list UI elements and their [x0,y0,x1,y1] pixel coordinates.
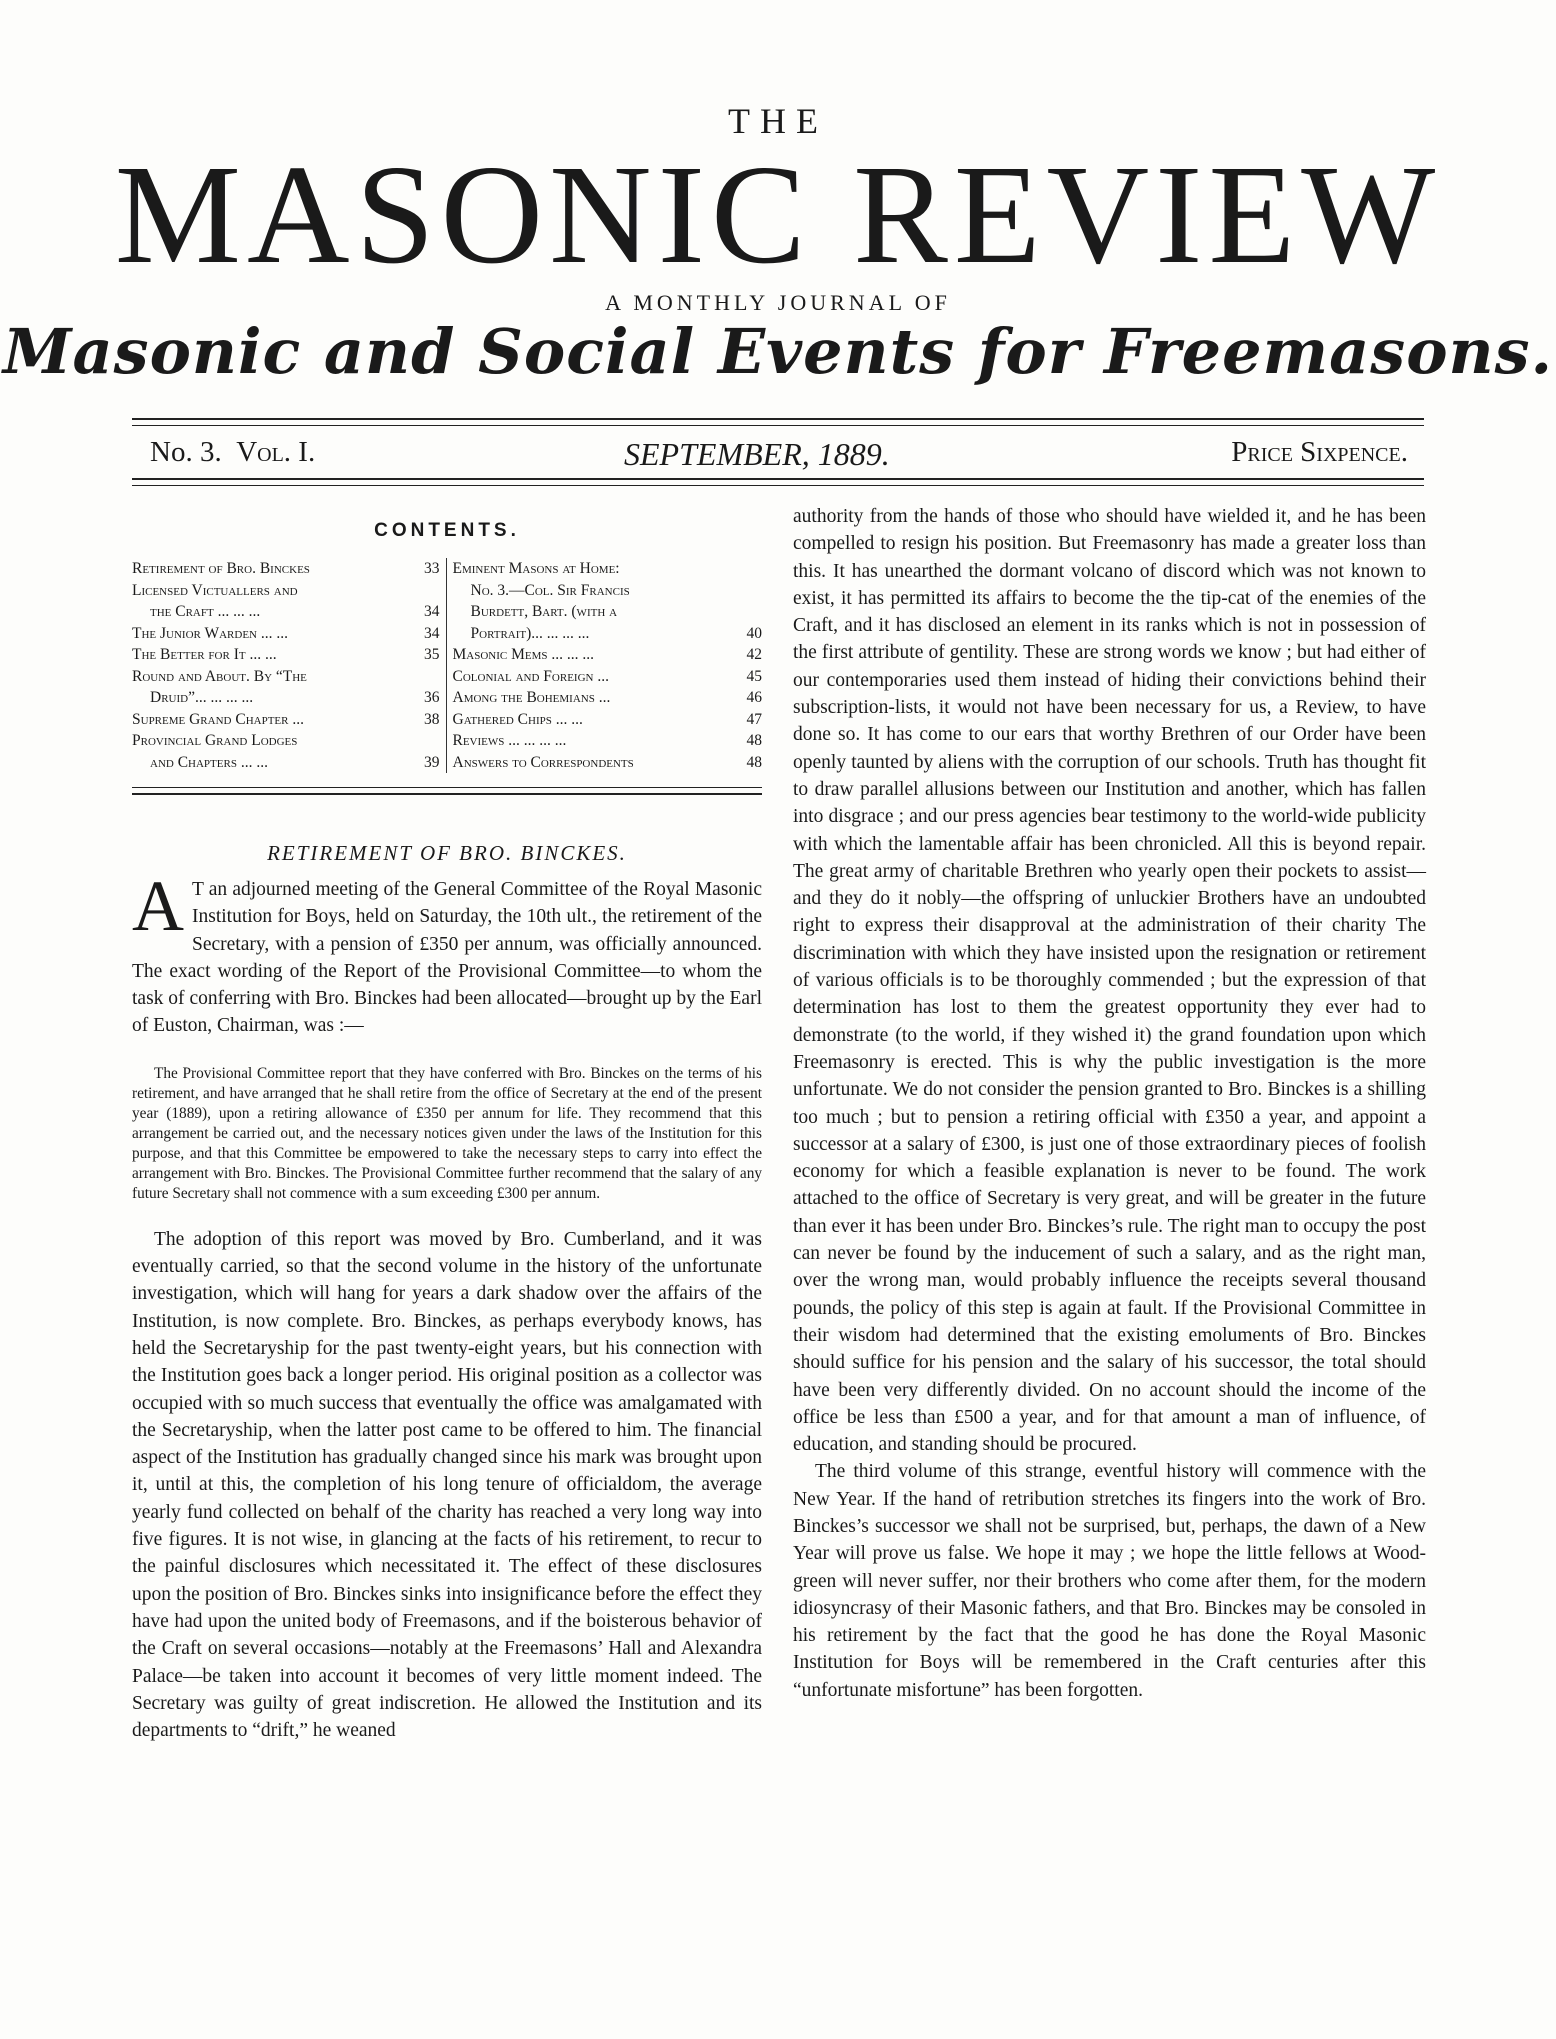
masthead-the: THE [728,101,828,141]
drop-cap: A [132,866,184,946]
toc-entry [453,623,763,645]
issue-bar [150,436,1408,476]
article-paragraph: The third volume of this strange, eventful history will commence with the New Year. If the hand of retribution stretches its fingers into the work of Bro. Binckes’s successor we shall not be surprised, but, perhaps, the dawn of a New Year will prove us false. We hope it may ; we hope the little fellows at Wood-green will never suffer, nor their brothers who come after them, for the modern idiosyncrasy of their Masonic fathers, and that Bro. Binckes may be consoled in his retirement by the fact that the good he has done the Royal Masonic Institution for Boys will be remembered in the Craft centuries after this “unfortunate misfortune” has been forgotten. [793,1461,1426,1701]
toc-entry-title: the Craft ... ... ... [150,603,261,620]
toc-entry [453,730,763,752]
toc-left-column [132,558,446,773]
toc-entry [453,752,763,774]
toc-entry-page: 42 [746,646,762,663]
toc-entry-title: Round and About. By “The [132,667,307,685]
contents-title: CONTENTS. [374,520,520,541]
toc-entry-title: The Junior Warden ... ... [132,624,288,642]
toc-entry-title: Masonic Mems ... ... ... [452,646,595,663]
toc-entry-page: 33 [424,560,440,577]
masthead-tagline: Masonic and Social Events for Freemasons. [2,315,1554,388]
table-of-contents [132,558,762,773]
toc-entry [132,644,440,666]
issue-number-volume [150,436,315,469]
masthead-title: MASONIC REVIEW [114,135,1442,293]
toc-entry-page: 48 [746,732,762,749]
toc-entry [453,709,763,731]
toc-entry [132,752,440,774]
right-column [793,503,1426,1704]
toc-entry-title: Among the Bohemians ... [452,689,611,706]
article-paragraph [132,866,762,1040]
toc-entry-page: 36 [424,689,440,706]
toc-entry-page: 35 [424,646,440,663]
toc-entry-title: Provincial Grand Lodges [132,732,298,749]
article-para1-text: T an adjourned meeting of the General Committee of the Royal Masonic Institution for Boys, held on Saturday, the 10th ult., the retirement of the Secretary, with a pension of £350 per annum, was officially announced. The exact wording of the Report of the Provisional Committee—to whom the task of conferring with Bro. Binckes had been allocated—brought up by the Earl of Euston, Chairman, was :— [132,879,762,1037]
toc-entry [132,580,440,602]
article-paragraph: authority from the hands of those who should have wielded it, and he has been compelled to resign his position. But Freemasonry has made a greater loss than this. It has unearthed the dormant volcano of discord which was not known to exist, it has permitted its affairs to become the the tip-cat of the enemies of the Craft, and it has disclosed an element in its ranks which is not in possession of the first attribute of gentility. These are strong words we know ; but had either of our contemporaries used them instead of hiding their convictions behind their subscription-lists, it would not have been necessary for us, a Review, to have done so. It has come to our ears that worthy Brethren of our Order have been openly taunted by aliens with the corruption of our schools. Truth has thought fit to draw parallel allusions between our Institution and another, which has fallen into disgrace ; and our press agencies bear testimony to the world-wide publicity with which the lamentable affair has been chronicled. All this is beyond repair. The great army of charitable Brethren who yearly open their pockets to assist—and they do it nobly—the offspring of unluckier Brothers have an undoubted right to express their disapproval at the administration of their charity The discrimination with which they have insisted upon the resignation or retirement of various officials is to be thoroughly commended ; but the expression of that determination has lost to them the greatest opportunity they ever had to demonstrate (to the world, if they wished it) the grand foundation upon which Freemasonry is erected. This is why the public investigation is the more unfortunate. We do not consider the pension granted to Bro. Binckes is a shilling too much ; but to pension a retiring official with £350 a year, and appoint a successor at a salary of £300, is just one of those extraordinary pieces of foolish economy for which a feasible explanation is never to be found. The work attached to the office of Secretary is very great, and will be greater in the future than ever it has been under Bro. Binckes’s rule. The right man to occupy the post can never be found by the inducement of such a salary, and as the right man, over the wrong man, would probably influence the receipts several thousand pounds, the policy of this step is again at fault. If the Provisional Committee in their wisdom had determined that the existing emoluments of Bro. Binckes should suffice for his pension and the salary of his successor, the total should have been very differently divided. On no account should the income of the office be less than £500 a year, and for that amount a man of influence, of education, and standing should be procured. [793,506,1426,1456]
toc-entry-title: Colonial and Foreign ... [452,667,609,685]
toc-entry-title: Gathered Chips ... ... [452,710,583,728]
toc-entry-title: Licensed Victuallers and [132,581,298,599]
toc-entry [132,558,440,580]
toc-entry-page: 38 [424,710,440,728]
toc-entry-page: 48 [746,753,762,771]
toc-entry [453,644,763,666]
toc-entry [453,580,763,602]
toc-entry-title: Burdett, Bart. (with a [470,603,618,620]
toc-entry-page: 39 [424,753,440,771]
toc-entry-page: 47 [746,710,762,728]
toc-entry [132,623,440,645]
toc-entry-title: Portrait)... ... ... ... [470,624,590,642]
toc-entry [132,687,440,709]
toc-entry-page: 34 [424,603,440,620]
masthead-rule-bottom [132,478,1424,486]
masthead-subtitle: A MONTHLY JOURNAL OF [605,290,951,315]
issue-date: SEPTEMBER, 1889. [624,436,890,472]
issue-volume: Vol. I. [236,436,316,468]
issue-price: Price Sixpence. [1231,436,1408,468]
article-title: RETIREMENT OF BRO. BINCKES. [267,841,627,865]
toc-entry [453,687,763,709]
left-column [132,520,762,1744]
toc-entry-title: Reviews ... ... ... ... [452,732,567,749]
toc-entry-page: 45 [746,667,762,685]
toc-entry-title: No. 3.—Col. Sir Francis [470,581,630,599]
toc-entry [453,601,763,623]
toc-entry-title: Supreme Grand Chapter ... [132,710,304,728]
toc-entry-title: Retirement of Bro. Binckes [132,560,310,577]
toc-entry [132,709,440,731]
toc-entry-title: Eminent Masons at Home: [452,560,620,577]
toc-entry [132,601,440,623]
toc-entry-title: Druid”... ... ... ... [150,689,254,706]
toc-entry-title: and Chapters ... ... [150,753,268,771]
toc-entry-page: 46 [746,689,762,706]
toc-entry-title: The Better for It ... ... [132,646,277,663]
article-paragraph: The adoption of this report was moved by Bro. Cumberland, and it was eventually carried, so that the second volume in the history of the unfortunate investigation, which will hang for years a dark shadow over the affairs of the Institution, is now complete. Bro. Binckes, as perhaps everybody knows, has held the Secretaryship for the past twenty-eight years, but his connection with the Institution goes back a longer period. His original position as a collector was occupied with so much success that eventually the office was amalgamated with the Secretaryship, when the latter post came to be offered to him. The financial aspect of the Institution has gradually changed since his mark was brought upon it, until at this, the completion of his long tenure of officialdom, the average yearly fund collected on behalf of the charity has reached a very long way into five figures. It is not wise, in glancing at the facts of his retirement, to recur to the painful disclosures which necessitated it. The effect of these disclosures upon the position of Bro. Binckes sinks into insignificance before the effect they have had upon the united body of Freemasons, and if the boisterous behavior of the Craft on several occasions—notably at the Freemasons’ Hall and Alexandra Palace—be taken into account it becomes of very little moment indeed. The Secretary was guilty of great indiscretion. He allowed the Institution and its departments to “drift,” he weaned [132,1228,762,1742]
toc-entry-page: 40 [746,624,762,642]
toc-entry [132,730,440,752]
masthead-rule-top [132,418,1424,426]
toc-entry [453,558,763,580]
toc-entry [132,666,440,688]
contents-rule [132,787,762,795]
committee-report-quote: The Provisional Committee report that they have conferred with Bro. Binckes on the terms of his retirement, and have arranged that he shall retire from the office of Secretary at the end of the present year (1889), upon a retiring allowance of £350 per annum for life. They recommend that this arrangement be carried out, and the necessary notices given under the laws of the Institution for this purpose, and that this Committee be empowered to take the necessary steps to carry into effect the arrangement with Bro. Binckes. The Provisional Committee further recommend that the salary of any future Secretary shall not commence with a sum exceeding £300 per annum. [132,1064,762,1202]
issue-number: No. 3. [150,436,222,468]
toc-entry-page: 34 [424,624,440,642]
toc-entry [453,666,763,688]
toc-right-column [446,558,763,773]
toc-entry-title: Answers to Correspondents [452,753,634,771]
